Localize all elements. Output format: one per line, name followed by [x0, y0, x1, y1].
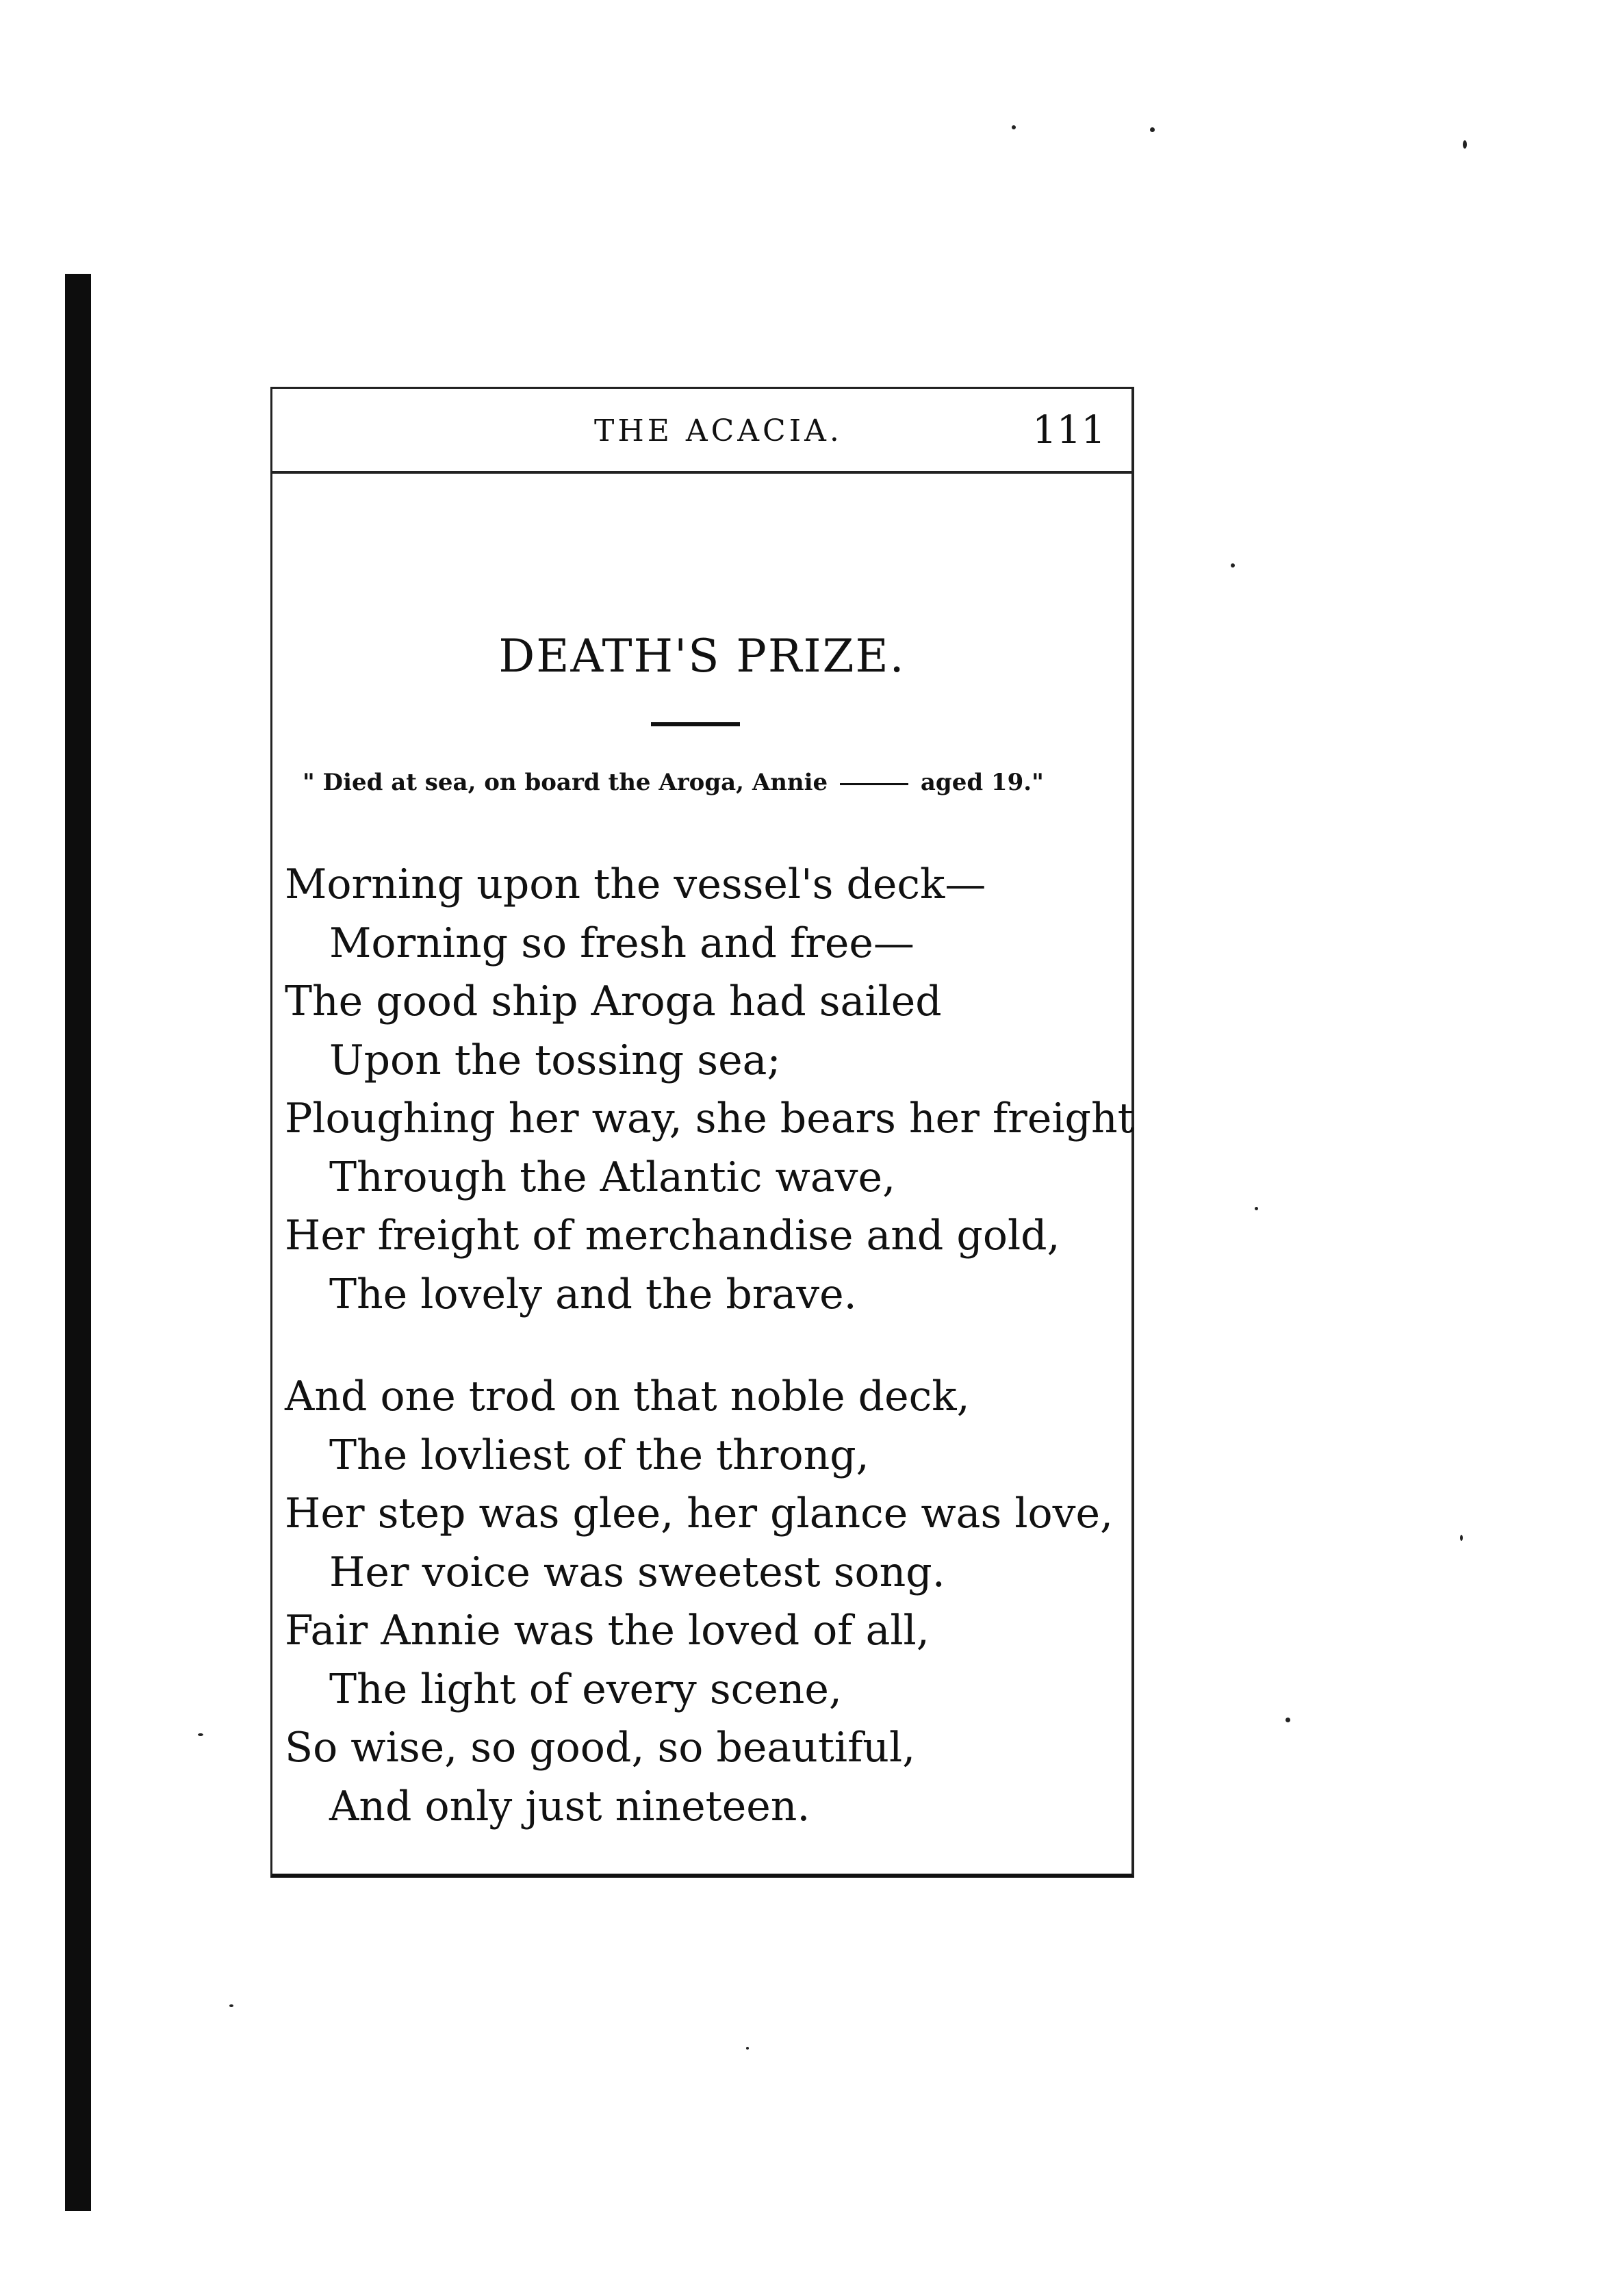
poem-line: The light of every scene,	[329, 1665, 842, 1713]
running-header	[272, 389, 1131, 474]
poem-title: DEATH'S PRIZE.	[498, 630, 906, 683]
poem-line: And one trod on that noble deck,	[285, 1373, 970, 1420]
poem-line: Morning upon the vessel's deck—	[285, 860, 986, 908]
page-number: 111	[1032, 408, 1105, 452]
epigraph-blank-dash	[840, 783, 908, 785]
poem-line: The lovliest of the throng,	[329, 1431, 869, 1479]
running-head-title: THE ACACIA.	[594, 413, 843, 448]
epigraph	[303, 769, 1044, 796]
poem-line: And only just nineteen.	[329, 1782, 810, 1831]
poem-line: So wise, so good, so beautiful,	[285, 1724, 916, 1772]
poem-line: Her voice was sweetest song.	[329, 1548, 945, 1596]
poem-line: Ploughing her way, she bears her freight	[285, 1095, 1134, 1143]
stanza-1	[285, 856, 1134, 1324]
poem-line: The good ship Aroga had sailed	[285, 978, 942, 1025]
poem-line: Upon the tossing sea;	[329, 1036, 781, 1084]
poem-line: The lovely and the brave.	[329, 1270, 857, 1318]
title-divider-rule	[651, 722, 740, 726]
poem-line: Her freight of merchandise and gold,	[285, 1212, 1060, 1260]
stanza-2	[285, 1368, 1120, 1836]
poem-line: Through the Atlantic wave,	[329, 1153, 896, 1201]
epigraph-text-after: aged 19."	[920, 769, 1044, 796]
epigraph-text-before: " Died at sea, on board the Aroga, Annie	[303, 769, 828, 796]
poem-line: Fair Annie was the loved of all,	[285, 1607, 930, 1655]
page-frame	[270, 387, 1134, 1878]
poem-line: Morning so fresh and free—	[329, 919, 914, 967]
book-spine-shadow	[65, 274, 91, 2211]
poem-line: Her step was glee, her glance was love,	[285, 1490, 1114, 1538]
